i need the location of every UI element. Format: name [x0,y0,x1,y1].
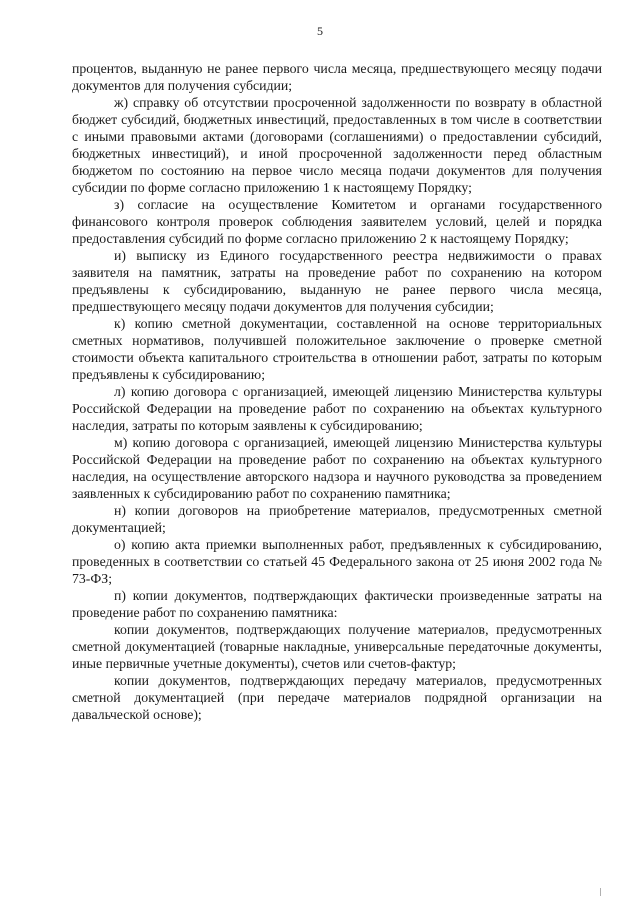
paragraph-item-n: н) копии договоров на приобретение материалов, предусмотренных сметной документацией; [72,503,602,535]
scan-edge-mark [600,888,601,896]
paragraph-item-z: з) согласие на осуществление Комитетом и органами государственного финансового контроля проверок соблюдения заявителем условий, целей и порядка предоставления субсидий по форме согласно приложению 2 к настоящему Порядку; [72,197,602,246]
paragraph-item-p: п) копии документов, подтверждающих фактически произведенные затраты на проведение работ по сохранению памятника: [72,588,602,620]
paragraph-item-o: о) копию акта приемки выполненных работ, предъявленных к субсидированию, проведенных в соответствии со статьей 45 Федерального закона от 25 июня 2002 года № 73-ФЗ; [72,537,602,586]
paragraph-continuation: процентов, выданную не ранее первого числа месяца, предшествующего месяцу подачи документов для получения субсидии; [72,61,602,93]
paragraph-item-m: м) копию договора с организацией, имеющей лицензию Министерства культуры Российской Федерации на проведение работ по сохранению на объектах культурного наследия, на осуществление авторского надзора и научного руководства за проведением заявленных к субсидированию работ по сохранению памятника; [72,435,602,501]
paragraph-subitem-transfer-documents: копии документов, подтверждающих передачу материалов, предусмотренных сметной документацией (при передаче материалов подрядной организации на давальческой основе); [72,673,602,722]
paragraph-subitem-receipt-documents: копии документов, подтверждающих получение материалов, предусмотренных сметной документацией (товарные накладные, универсальные передаточные документы, иные первичные учетные документы), счетов или счетов-фактур; [72,622,602,671]
page-number: 5 [317,24,323,38]
paragraph-item-i: и) выписку из Единого государственного реестра недвижимости о правах заявителя на памятник, затраты на проведение работ по сохранению на котором предъявлены к субсидированию, выданную не ранее первого числа месяца, предшествующего месяцу подачи документов для получения субсидии; [72,248,602,314]
paragraph-item-k: к) копию сметной документации, составленной на основе территориальных сметных нормативов, получившей положительное заключение о проверке сметной стоимости объекта капитального строительства в отношении работ, затраты по которым предъявлены к субсидированию; [72,316,602,382]
paragraph-item-l: л) копию договора с организацией, имеющей лицензию Министерства культуры Российской Федерации на проведение работ по сохранению на объектах культурного наследия, затраты по которым заявлены к субсидированию; [72,384,602,433]
document-body [72,60,602,723]
paragraph-item-zh: ж) справку об отсутствии просроченной задолженности по возврату в областной бюджет субсидий, бюджетных инвестиций, предоставленных в том числе в соответствии с иными правовыми актами (договорами (соглашениями) о предоставлении субсидий, бюджетных инвестиций), и иной просроченной задолженности перед областным бюджетом по состоянию на первое число месяца подачи документов для получения субсидии по форме согласно приложению 1 к настоящему Порядку; [72,95,602,195]
